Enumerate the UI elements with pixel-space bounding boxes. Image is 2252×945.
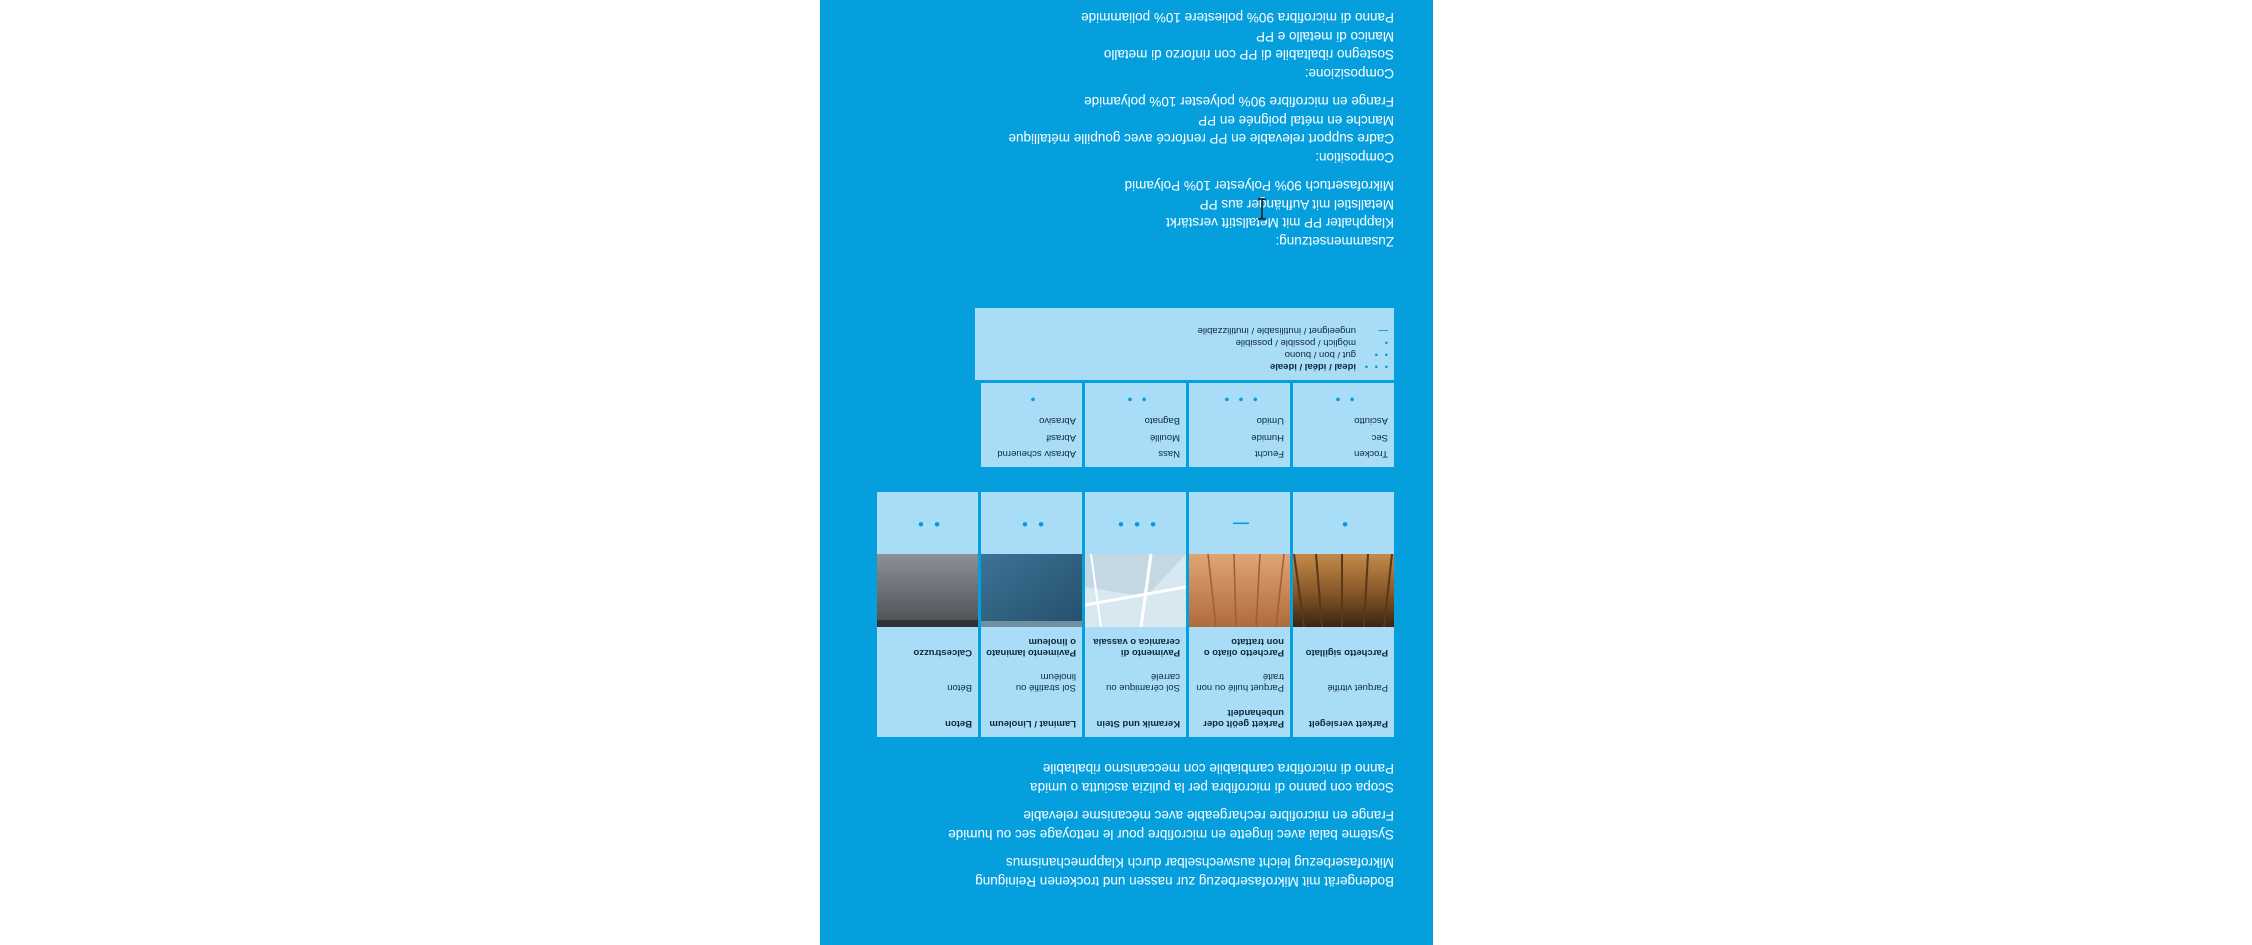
intro-line: Panno di microfibra cambiabile con meccanismo ribaltabile [1042,761,1394,777]
legend-symbol: — [1376,325,1388,336]
floor-rating: • [1293,492,1394,554]
condition-rating: • • [1332,392,1355,407]
floor-column [1293,492,1394,737]
document-page [820,0,1433,945]
legend-symbol: • • [1372,349,1388,360]
floor-column [877,492,978,737]
intro-line: Mikrofaserbezug leicht auswechselbar durch Klappmechanismus [1006,855,1394,871]
floor-rating: • • [981,492,1082,554]
condition-fr: Sec [1371,432,1388,443]
tiles-icon [1085,554,1186,627]
floor-label-fr: Parquet vitrifié [1327,682,1388,693]
condition-de: Feucht [1254,448,1284,459]
legend-row [1236,337,1388,348]
floor-label-it: Parchetto sigillato [1305,647,1388,658]
composition-line: Manche en métal poignée en PP [1198,113,1394,128]
composition-line: Sostegno ribaltabile di PP con rinforzo di metallo [1103,47,1394,63]
floor-label-fr: Sol céramique ou carrelé [1106,671,1180,693]
floor-column [1189,492,1290,737]
condition-de: Abrasiv scheuernd [997,448,1076,459]
floor-rating: — [1189,492,1290,554]
intro-text [854,759,1394,890]
floor-label-de: Parkett versiegelt [1308,718,1388,729]
floor-rating: • • [877,492,978,554]
concrete-icon [877,554,978,627]
condition-it: Asciutto [1354,415,1388,426]
floor-column [1085,492,1186,737]
condition-it: Bagnato [1144,415,1180,426]
legend-text: ungeeignet / inutilisable / inutilizzabile [1197,325,1356,336]
legend-text: möglich / possible / possibile [1235,337,1356,348]
rating-legend [975,308,1394,380]
condition-fr: Humide [1251,432,1284,443]
condition-cell [981,383,1082,467]
condition-rating: • • [1124,392,1147,407]
floor-label-it: Pavimento di ceramica o vassaia [1093,636,1180,658]
intro-line: Système balai avec lingette en microfibre pour le nettoyage sec ou humide [948,827,1394,842]
composition-line: Frange en microfibre 90% polyester 10% polyamide [1084,94,1394,110]
floor-label-de: Parkett geölt oder unbehandelt [1203,707,1284,729]
composition-line: Klapphalter PP mit Metallstift verstärkt [1166,215,1394,231]
composition-line: Metallstiel mit Aufhänger aus PP [1199,197,1394,212]
text-cursor-icon [1257,198,1267,220]
composition-text [854,8,1394,250]
intro-line: Frange en microfibre rechargeable avec mécanisme relevable [1023,808,1394,824]
floor-label-de: Keramik und Stein [1096,718,1180,729]
composition-line: Zusammensetzung: [1275,234,1394,249]
condition-it: Abrasivo [1039,415,1076,426]
floor-label-fr: Sol stratifié ou linoléum [1015,671,1076,693]
floor-column [981,492,1082,737]
composition-line: Panno di microfibra 90% poliestere 10% poliammide [1081,10,1394,26]
condition-rating: • [1027,392,1036,407]
condition-fr: Abrasif [1046,432,1076,443]
floor-label-de: Laminat / Linoleum [989,718,1076,729]
condition-cell [1189,383,1290,467]
wood-light-icon [1189,554,1290,627]
floor-label-fr: Béton [947,682,972,693]
condition-it: Umido [1256,415,1284,426]
legend-text: ideal / idéal / ideale [1269,361,1356,372]
condition-cell [1293,383,1394,467]
legend-text: gut / bon / buono [1284,349,1356,360]
condition-fr: Mouillé [1149,432,1180,443]
composition-line: Mikrofasertuch 90% Polyester 10% Polyamid [1124,178,1394,194]
condition-rating: • • • [1221,392,1258,407]
legend-row [1270,361,1388,372]
legend-symbol: • • • [1362,361,1388,372]
floor-rating: • • • [1085,492,1186,554]
wood-warm-icon [1293,554,1394,627]
legend-row [1198,325,1388,336]
condition-cell [1085,383,1186,467]
composition-line: Cadre support relevable en PP renforcé avec goupille métallique [1008,131,1394,147]
legend-row [1285,349,1388,360]
composition-line: Manico di metallo e PP [1255,29,1394,44]
floor-label-it: Pavimento laminato o linoleum [986,636,1076,658]
condition-de: Nass [1158,448,1180,459]
floor-label-it: Parchetto oliato o non trattato [1203,636,1284,658]
floor-label-it: Calcestruzzo [913,647,972,658]
legend-symbol: • [1382,337,1388,348]
condition-de: Trocken [1354,448,1388,459]
floor-label-de: Beton [945,718,972,729]
intro-line: Scopa con panno di microfibra per la pulizia asciutta o umida [1030,780,1394,795]
intro-line: Bodengerät mit Mikrofaserbezug zur nassen und trockenen Reinigung [975,874,1394,889]
floor-label-fr: Parquet huilé ou non traité [1196,671,1284,693]
linoleum-icon [981,554,1082,627]
composition-line: Composition: [1315,150,1394,165]
composition-line: Composizione: [1304,66,1394,81]
